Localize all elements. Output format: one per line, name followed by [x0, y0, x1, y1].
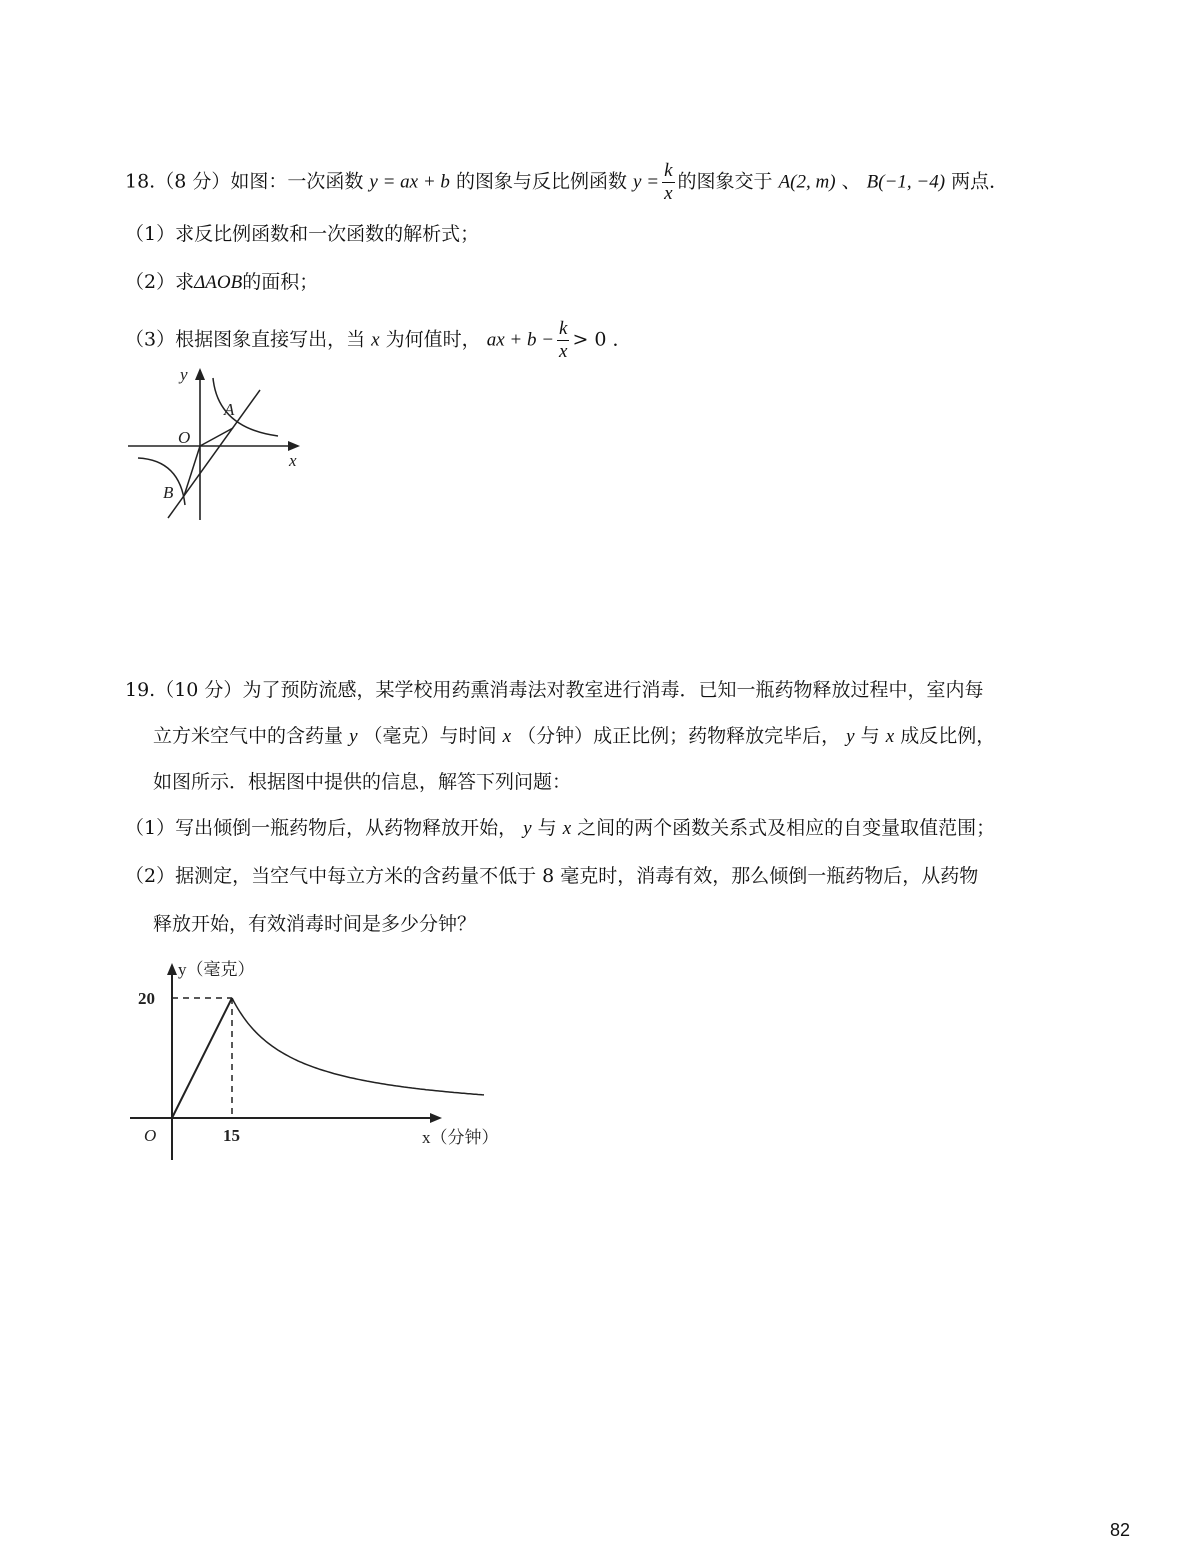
q18-mid1: 的图象与反比例函数 — [455, 170, 627, 193]
q19-x-axis-label: x（分钟） — [422, 1128, 499, 1147]
q19-part1-y: y — [523, 818, 532, 839]
q18-intro: 如图：一次函数 — [230, 170, 364, 193]
q19-line2-e: 成反比例， — [900, 725, 996, 747]
q19-y-tick-label: 20 — [138, 989, 155, 1008]
q18-y-arrow-icon — [195, 368, 205, 380]
q18-segment-oa — [200, 428, 233, 446]
q18-hyperbola-branch-3 — [138, 458, 185, 505]
q19-line2-y2: y — [846, 726, 855, 747]
q19-x-arrow-icon — [430, 1113, 442, 1123]
q18-triangle-aob: ΔAOB — [194, 272, 243, 293]
q19-line2-x2: x — [885, 726, 895, 747]
q19-part1-b: 与 — [537, 817, 557, 839]
q18-part1: （1）求反比例函数和一次函数的解析式； — [125, 223, 480, 245]
q19-line2-c: （分钟）成正比例；药物释放完毕后， — [517, 725, 841, 747]
q18-inverse-fraction — [662, 160, 674, 205]
q18-figure — [120, 360, 320, 525]
q18-part2-post: 的面积； — [242, 271, 319, 293]
q19-line3: 如图所示．根据图中提供的信息，解答下列问题： — [153, 771, 572, 793]
q18-x-arrow-icon — [288, 441, 300, 451]
q19-line2-b: （毫克）与时间 — [363, 725, 497, 747]
q18-score: （8 分） — [155, 170, 231, 193]
q18-statement — [125, 160, 1008, 205]
q19-line2-a: 立方米空气中的含药量 — [153, 725, 344, 747]
q18-label-o: O — [178, 428, 191, 447]
q18-part3-x: x — [371, 329, 380, 351]
q19-rising-line — [172, 998, 232, 1118]
q18-part3-fraction — [557, 318, 569, 363]
q19-line2-x: x — [502, 726, 512, 747]
q18-part2 — [125, 268, 318, 297]
q18-linear-line — [168, 390, 260, 518]
q18-part3-mid: 为何值时， — [385, 328, 481, 351]
q19-origin-label: O — [144, 1126, 157, 1145]
q18-point-b: B(−1, −4) — [866, 171, 946, 193]
q19-line2-y: y — [349, 726, 358, 747]
q19-line1-text: 为了预防流感，某学校用药熏消毒法对教室进行消毒．已知一瓶药物释放过程中，室内每 — [242, 679, 984, 701]
q19-y-arrow-icon — [167, 963, 177, 975]
q18-part3-numerator: k — [559, 318, 568, 339]
q19-part1-c: 之间的两个函数关系式及相应的自变量取值范围； — [577, 817, 996, 839]
q18-label-x: x — [289, 451, 297, 470]
q18-tail: 两点． — [951, 170, 1009, 193]
q19-part1 — [125, 814, 995, 843]
q18-inverse-lhs: y = — [633, 171, 660, 193]
q18-segment-ob — [184, 446, 200, 496]
q19-number: 19. — [125, 679, 156, 701]
q18-inverse-numerator: k — [664, 160, 673, 181]
q18-part3-expr: ax + b − — [486, 329, 555, 351]
q19-x-tick-label: 15 — [223, 1126, 240, 1145]
q18-point-a: A(2, m) — [778, 171, 836, 193]
q19-line2 — [153, 722, 995, 751]
q18-part3 — [125, 318, 632, 363]
q19-line2-d: 与 — [860, 725, 880, 747]
q19-y-axis-label: y（毫克） — [178, 960, 255, 979]
q18-hyperbola-branch-1 — [213, 378, 278, 436]
q19-part1-x: x — [562, 818, 572, 839]
q19-score: （10 分） — [155, 679, 243, 701]
q18-linear-expr: y = ax + b — [369, 171, 450, 193]
q18-part3-pre: （3）根据图象直接写出，当 — [125, 328, 366, 351]
q18-label-b: B — [163, 483, 174, 502]
q19-part2-line1: （2）据测定，当空气中每立方米的含药量不低于 8 毫克时，消毒有效，那么倾倒一瓶药物后，从药物 — [125, 865, 979, 887]
q19-figure — [130, 955, 510, 1165]
q19-part1-a: （1）写出倾倒一瓶药物后，从药物释放开始， — [125, 817, 518, 839]
q18-mid2: 的图象交于 — [677, 170, 773, 193]
q19-part2-line2: 释放开始，有效消毒时间是多少分钟？ — [153, 913, 477, 935]
q18-label-y: y — [180, 365, 188, 384]
q18-part3-denominator: x — [559, 341, 568, 362]
q18-number: 18. — [125, 170, 156, 193]
q19-inverse-curve — [232, 998, 484, 1095]
q19-line1 — [125, 676, 983, 704]
q18-separator: 、 — [841, 170, 861, 193]
q18-part3-post: > 0 ． — [572, 328, 632, 351]
q18-label-a: A — [224, 400, 235, 419]
page-number: 82 — [1109, 1520, 1130, 1540]
q18-inverse-denominator: x — [664, 183, 673, 204]
q18-part2-pre: （2）求 — [125, 271, 195, 293]
